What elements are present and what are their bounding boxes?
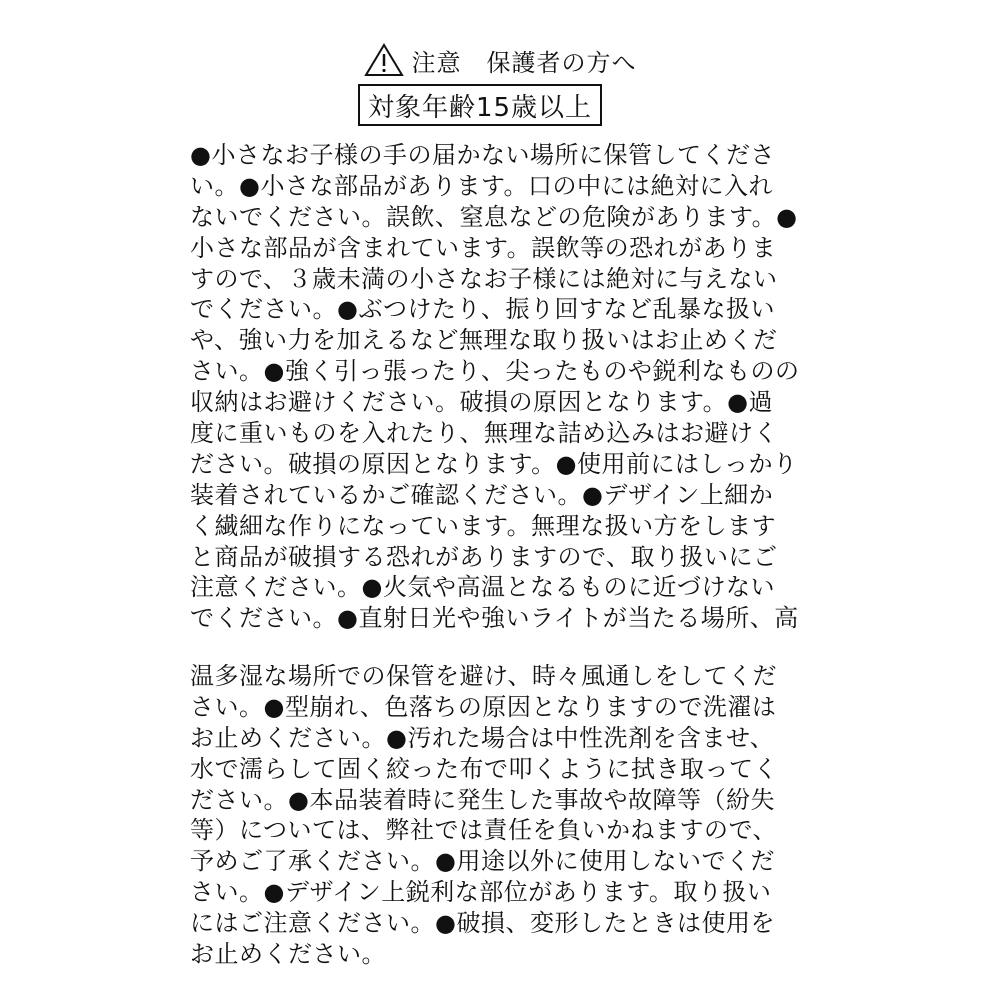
text-line: さい。●デザイン上鋭利な部位があります。取り扱い: [190, 878, 772, 907]
text-line: すので、３歳未満の小さなお子様には絶対に与えない: [190, 264, 778, 293]
text-line: 収納はお避けください。破損の原因となります。●過: [190, 388, 774, 417]
text-line: 小さな部品が含まれています。誤飲等の恐れがありま: [190, 233, 777, 262]
text-line: 水で濡らして固く絞った布で叩くように拭き取ってく: [190, 754, 778, 783]
text-line: でください。●ぶつけたり、振り回すなど乱暴な扱い: [190, 295, 775, 324]
text-line: 度に重いものを入れたり、無理な詰め込みはお避けく: [190, 419, 778, 448]
text-line: ださい。●本品装着時に発生した事故や故障等（紛失: [190, 785, 775, 814]
text-line: ださい。破損の原因となります。●使用前にはしっかり: [190, 449, 798, 478]
caution-header: [0, 42, 1000, 78]
text-line: と商品が破損する恐れがありますので、取り扱いにご: [190, 542, 778, 571]
text-line: さい。●強く引っ張ったり、尖ったものや鋭利なものの: [190, 357, 800, 386]
text-line: お止めください。●汚れた場合は中性洗剤を含ませ、: [190, 723, 775, 752]
text-line: にはご注意ください。●破損、変形したときは使用を: [190, 909, 775, 938]
text-line: でください。●直射日光や強いライトが当たる場所、高: [190, 604, 799, 633]
caution-paragraph-2: [190, 661, 790, 970]
text-line: 予めご了承ください。●用途以外に使用しないでくだ: [190, 847, 775, 876]
text-line: さい。●型崩れ、色落ちの原因となりますので洗濯は: [190, 692, 777, 721]
text-line: く繊細な作りになっています。無理な扱い方をします: [190, 511, 777, 540]
age-notice-box: [358, 84, 602, 126]
text-line: 装着されているかご確認ください。●デザイン上細か: [190, 480, 774, 509]
text-line: お止めください。: [190, 940, 386, 969]
caution-paragraph-1: [190, 140, 800, 634]
text-line: ないでください。誤飲、窒息などの危険があります。●: [190, 202, 798, 231]
warning-triangle-icon: [364, 43, 404, 77]
text-line: や、強い力を加えるなど無理な取り扱いはお止めくだ: [190, 326, 778, 355]
text-line: 等）については、弊社では責任を負いかねますので、: [190, 816, 778, 845]
caution-label: 注意 保護者の方へ: [411, 48, 637, 77]
text-line: 注意ください。●火気や高温となるものに近づけない: [190, 573, 775, 602]
age-notice-text: 対象年齢15歳以上: [367, 92, 593, 123]
text-line: い。●小さな部品があります。口の中には絶対に入れ: [190, 171, 774, 200]
text-line: ●小さなお子様の手の届かない場所に保管してくださ: [190, 141, 775, 169]
text-line: 温多湿な場所での保管を避け、時々風通しをしてくだ: [190, 662, 778, 690]
